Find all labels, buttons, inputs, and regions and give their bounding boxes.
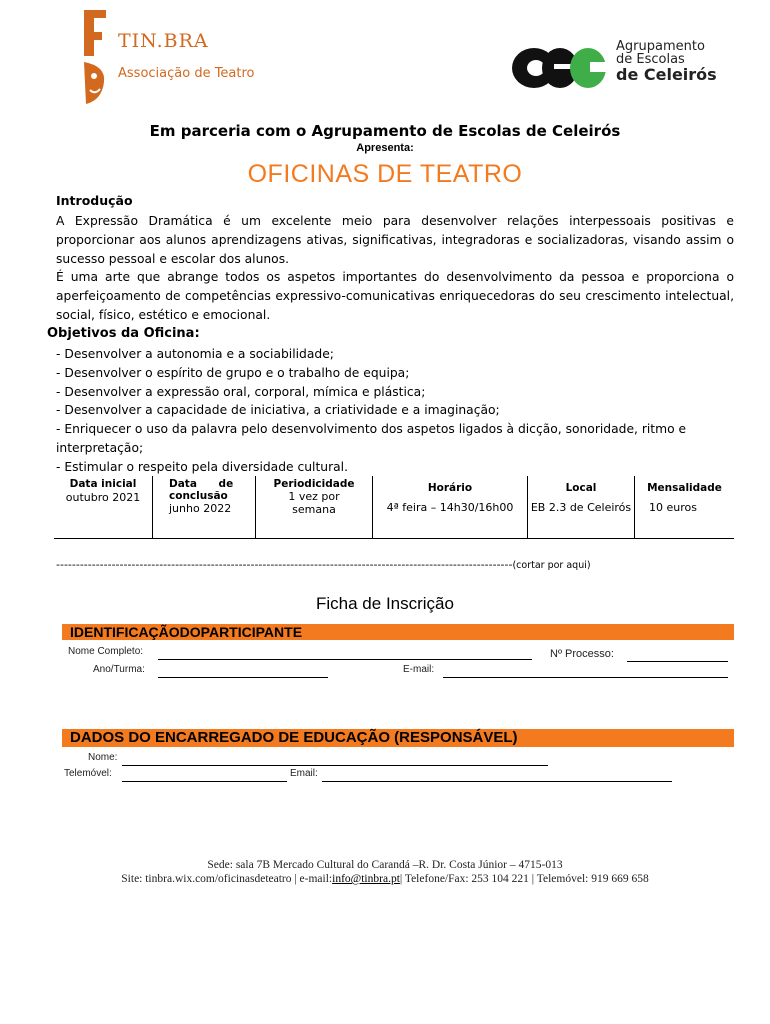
schedule-label: Horário — [427, 482, 473, 494]
location-value: EB 2.3 de Celeirós — [530, 501, 632, 514]
tinbra-logo — [80, 8, 280, 108]
aec-line-1: Agrupamento — [616, 39, 705, 54]
start-date-label: Data inicial — [69, 478, 137, 490]
intro-paragraph-2: É uma arte que abrange todos os aspetos importantes do desenvolvimento da pessoa e proporciona o aperfeiçoamento de competências expressivo-comunicativas enriquecedoras do seu crescimento intelectual, social, físico, estético e emocional. — [56, 270, 734, 322]
intro-paragraph-1: A Expressão Dramática é um excelente meio para desenvolver relações interpessoais positivas e proporcionar aos alunos aprendizagens ativas, significativas, integradoras e socializadoras, visando assim o sucesso pessoal e escolar dos alunos. — [56, 214, 734, 266]
aec-name — [616, 40, 717, 83]
footer-phones: | Telefone/Fax: 253 104 221 | Telemóvel: 919 669 658 — [399, 873, 649, 885]
process-number-field[interactable] — [627, 651, 728, 662]
theatre-mask-icon-2 — [80, 60, 110, 106]
objectives-list — [56, 345, 736, 477]
guardian-email-label: Email: — [290, 768, 318, 779]
year-class-field[interactable] — [158, 667, 328, 678]
section-guardian-header: DADOS DO ENCARREGADO DE EDUCAÇÃO (RESPONSÁVEL) — [62, 729, 734, 747]
frequency-value-2: semana — [292, 503, 336, 516]
objective-item: - Desenvolver o espírito de grupo e o trabalho de equipa; — [56, 365, 410, 380]
start-date-cell — [54, 476, 153, 538]
start-date-value: outubro 2021 — [65, 491, 141, 504]
form-title: Ficha de Inscrição — [316, 594, 454, 613]
aec-logo-mark-icon — [510, 44, 610, 92]
schedule-value: 4ª feira – 14h30/16h00 — [386, 501, 514, 514]
footer-address: Sede: sala 7B Mercado Cultural do Carandá –R. Dr. Costa Júnior – 4715-013 — [207, 859, 563, 871]
year-class-label: Ano/Turma: — [93, 664, 145, 675]
phone-field[interactable] — [122, 771, 287, 782]
frequency-value-1: 1 vez por — [288, 490, 340, 503]
footer-contacts — [0, 873, 770, 885]
email-label: E-mail: — [403, 664, 435, 675]
theatre-mask-icon — [80, 8, 110, 58]
aec-line-2: de Escolas — [616, 52, 685, 67]
tinbra-name: TIN.BRA — [118, 30, 209, 52]
phone-label: Telemóvel: — [64, 768, 112, 779]
cut-dashes: ------------------------------------------------------------------------------------------------------------------- — [56, 558, 513, 571]
guardian-name-field[interactable] — [122, 755, 548, 766]
guardian-name-label: Nome: — [88, 752, 118, 763]
fee-cell — [635, 476, 734, 538]
fee-label: Mensalidade — [647, 482, 722, 494]
location-label: Local — [565, 482, 597, 494]
full-name-field[interactable] — [158, 649, 532, 660]
aec-logo — [510, 40, 730, 96]
partnership-line: Em parceria com o Agrupamento de Escolas de Celeirós — [149, 122, 621, 140]
location-cell — [528, 476, 635, 538]
schedule-cell — [373, 476, 528, 538]
footer-site: Site: tinbra.wix.com/oficinasdeteatro | e-mail: — [121, 873, 333, 885]
cut-label: (cortar por aqui) — [512, 560, 591, 571]
fee-value: 10 euros — [649, 501, 697, 514]
email-field[interactable] — [443, 667, 728, 678]
full-name-label: Nome Completo: — [68, 646, 144, 657]
objective-item: - Estimular o respeito pela diversidade cultural. — [56, 459, 348, 474]
aec-line-3: de Celeirós — [616, 65, 717, 84]
main-title: OFICINAS DE TEATRO — [247, 160, 523, 188]
guardian-email-field[interactable] — [322, 771, 672, 782]
end-date-label-1: Data de — [169, 478, 234, 490]
schedule-table — [54, 476, 734, 539]
end-date-label-2: conclusão — [169, 490, 228, 502]
presents-label: Apresenta: — [356, 142, 414, 154]
end-date-cell — [153, 476, 256, 538]
tinbra-subtitle: Associação de Teatro — [118, 66, 255, 81]
cut-line — [56, 558, 591, 571]
intro-heading: Introdução — [56, 193, 133, 208]
frequency-cell — [256, 476, 373, 538]
section-participant-header: IDENTIFICAÇÃODOPARTICIPANTE — [62, 624, 734, 640]
objectives-heading: Objetivos da Oficina: — [47, 326, 200, 341]
objective-item: - Desenvolver a autonomia e a sociabilidade; — [56, 347, 334, 361]
process-number-label: Nº Processo: — [550, 648, 614, 660]
objective-item: - Enriquecer o uso da palavra pelo desenvolvimento dos aspetos ligados à dicção, sonoridade, ritmo e interpretação; — [56, 422, 687, 455]
footer-email-link[interactable]: info@tinbra.pt — [332, 873, 400, 885]
intro-text — [56, 212, 734, 325]
end-date-value: junho 2022 — [169, 502, 232, 515]
objective-item: - Desenvolver a expressão oral, corporal, mímica e plástica; — [56, 384, 426, 399]
objective-item: - Desenvolver a capacidade de iniciativa, a criatividade e a imaginação; — [56, 403, 500, 418]
frequency-label: Periodicidade — [273, 478, 355, 490]
